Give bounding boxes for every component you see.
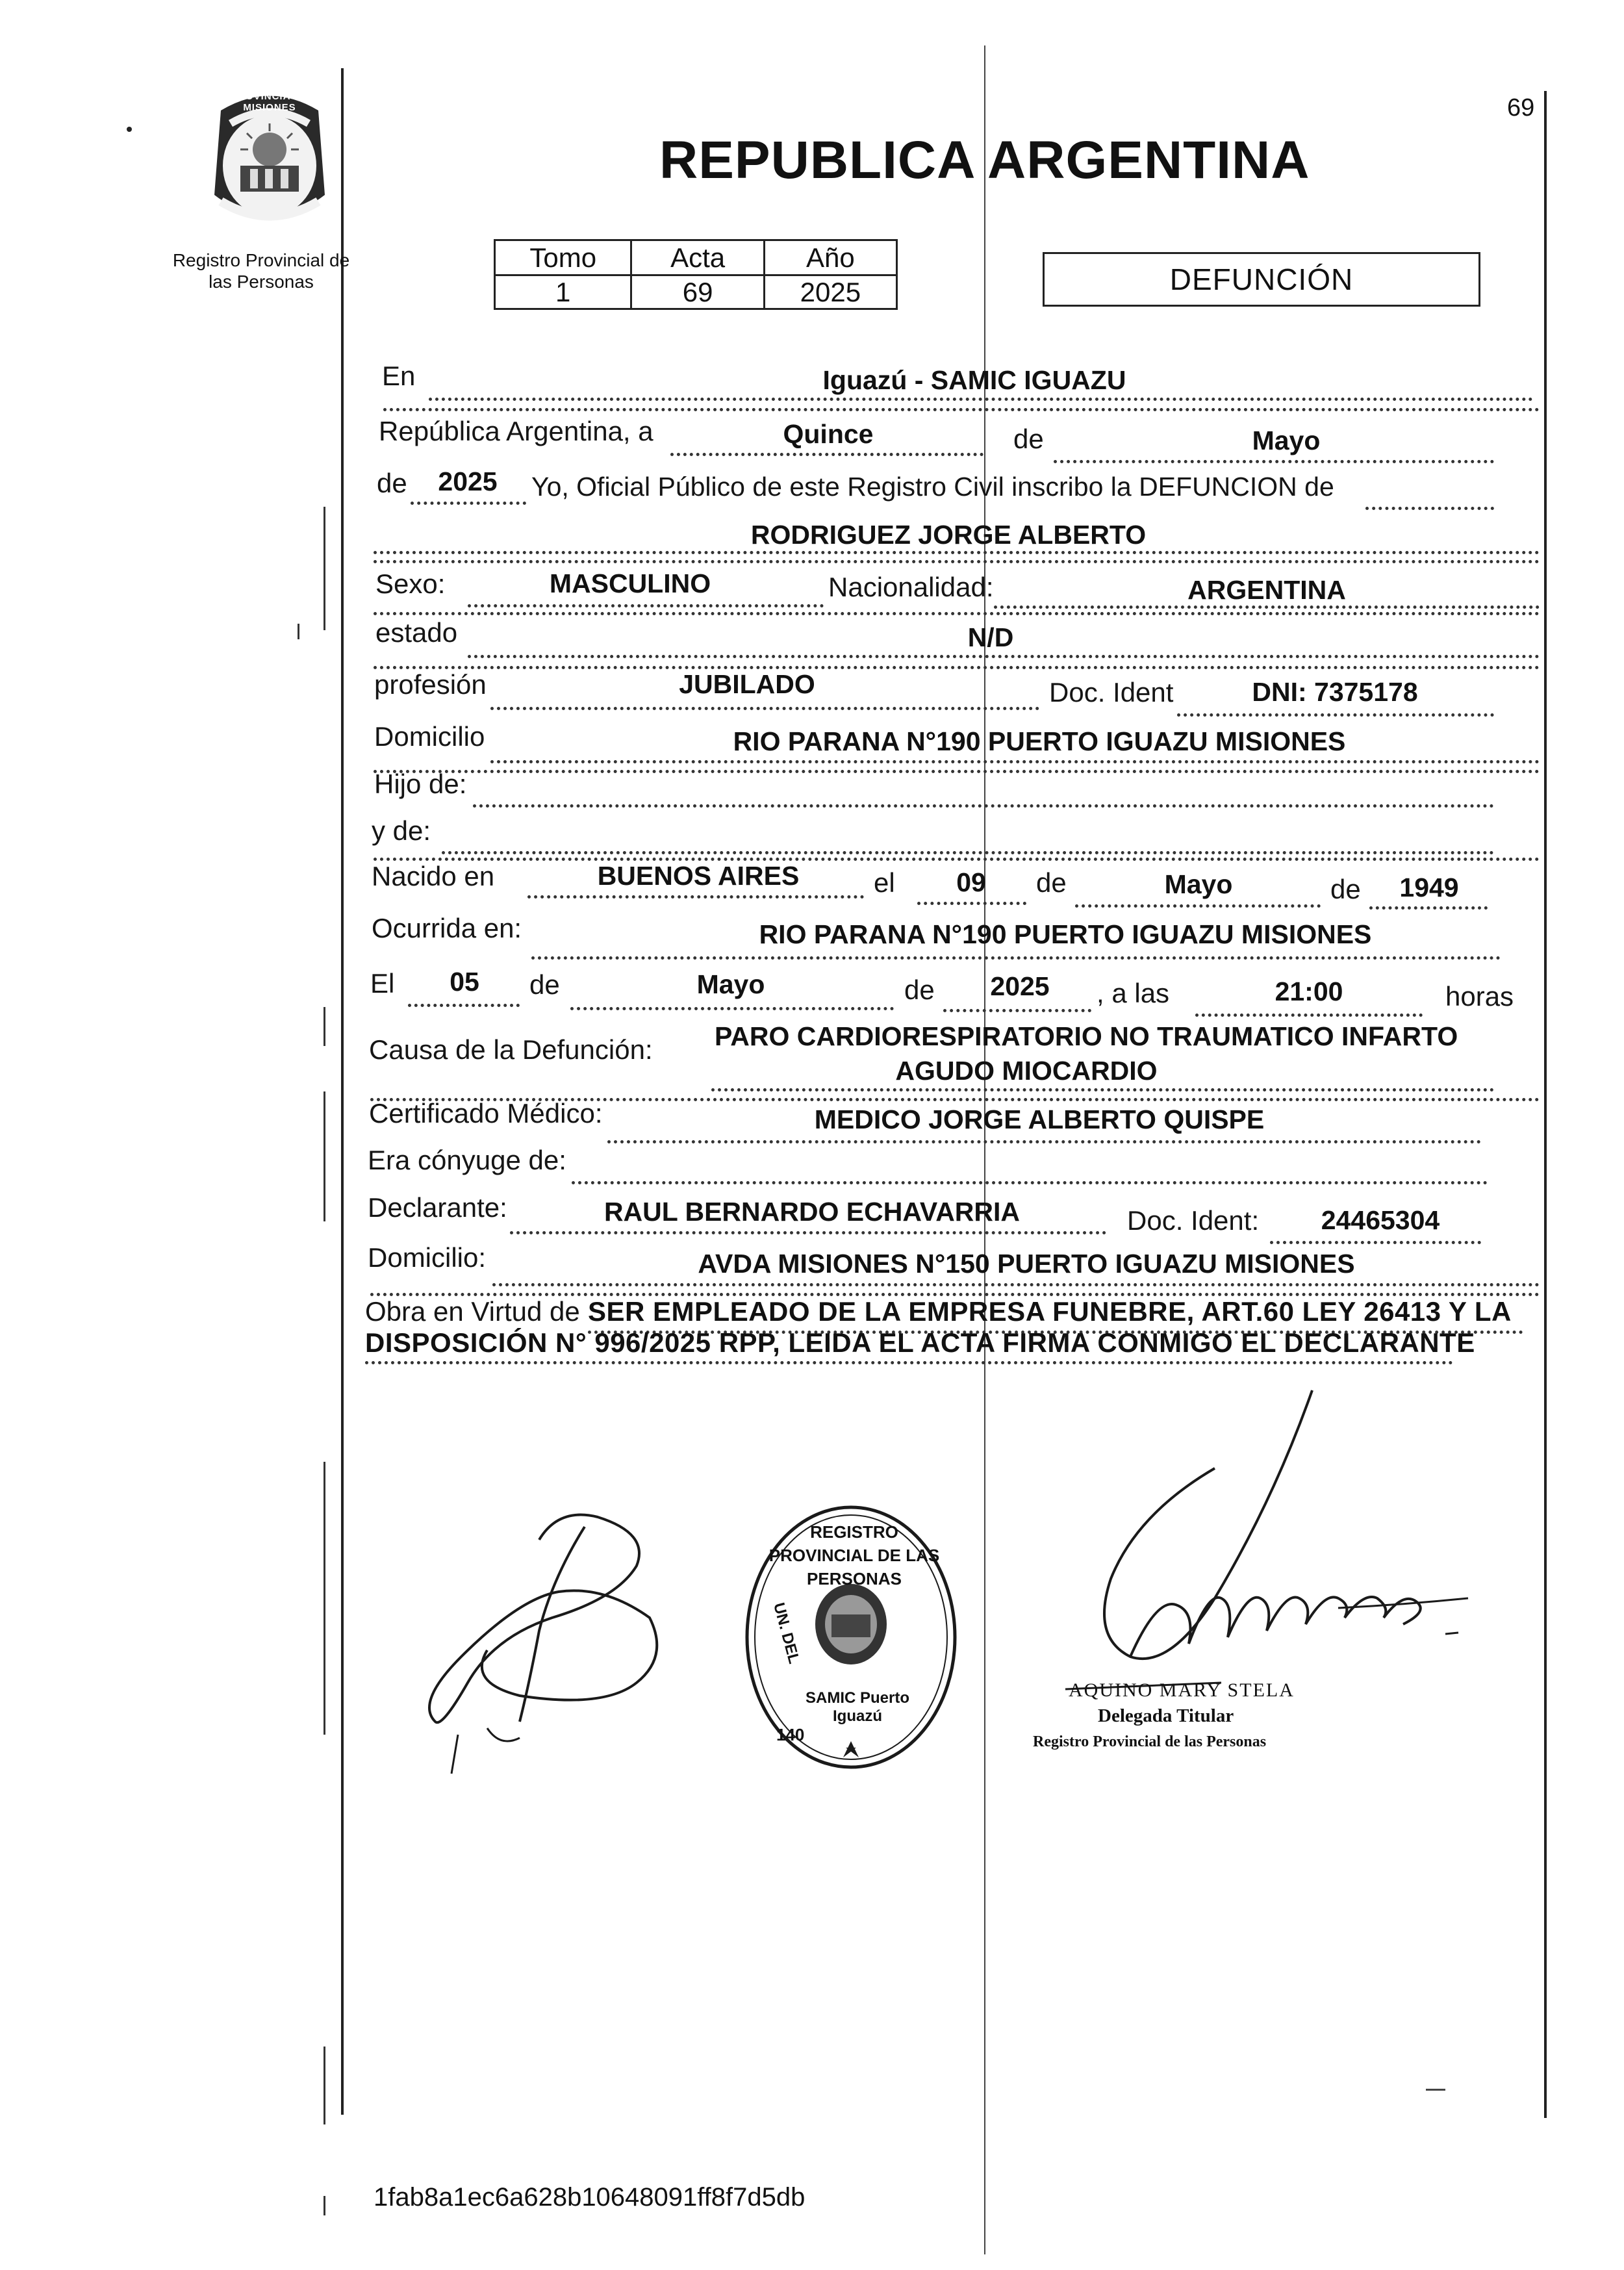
- declarante-domicilio-value: AVDA MISIONES N°150 PUERTO IGUAZU MISIONES: [698, 1249, 1355, 1279]
- row-sep: [374, 612, 1540, 615]
- hijo-label: Hijo de:: [374, 769, 467, 799]
- certificado-line: [607, 1140, 1481, 1143]
- def-dia-line: [408, 1004, 520, 1007]
- doc-ident-line: [1177, 713, 1494, 717]
- declarante-label: Declarante:: [368, 1192, 507, 1223]
- def-anio-line: [943, 1009, 1091, 1012]
- table-header-tomo: Tomo: [495, 240, 631, 275]
- margin-tick: [298, 624, 299, 639]
- profesion-line: [490, 707, 1039, 710]
- official-tail-line: [1365, 507, 1494, 510]
- margin-tick: [324, 1007, 325, 1046]
- hijo-line: [473, 804, 1494, 808]
- year-line: [411, 502, 526, 505]
- registry-line-1: Registro Provincial de: [172, 250, 350, 270]
- def-mes-line: [570, 1007, 894, 1010]
- sexo-value: MASCULINO: [549, 568, 711, 598]
- nacionalidad-value: ARGENTINA: [1187, 575, 1346, 605]
- official-name: AQUINO MARY STELA: [1069, 1679, 1295, 1701]
- nac-dia-value: 09: [956, 867, 986, 897]
- domicilio2-line: [492, 1283, 1540, 1286]
- ocurrida-line: [531, 956, 1501, 960]
- profesion-label: profesión: [374, 669, 487, 700]
- def-anio-value: 2025: [990, 971, 1050, 1001]
- row-sep: [383, 408, 1540, 411]
- ocurrida-value: RIO PARANA N°190 PUERTO IGUAZU MISIONES: [759, 919, 1372, 949]
- row-sep: [374, 770, 1540, 773]
- sexo-line: [468, 604, 824, 607]
- doc-type-box: [1043, 252, 1480, 307]
- de-label: de: [1013, 424, 1044, 454]
- row-sep: [374, 858, 1540, 861]
- doc-ident2-label: Doc. Ident:: [1127, 1205, 1260, 1236]
- year-value: 2025: [438, 466, 498, 496]
- def-de2-label: de: [904, 975, 935, 1005]
- obra-line2-rule: [365, 1361, 1453, 1364]
- table-header-acta: Acta: [631, 240, 764, 275]
- table-value-tomo: 1: [495, 275, 631, 309]
- margin-tick: [324, 2196, 325, 2215]
- row-sep: [374, 560, 1540, 563]
- conyuge-line: [572, 1181, 1488, 1184]
- page-number: 69: [1507, 94, 1535, 121]
- right-margin-rule: [1544, 91, 1547, 2118]
- domicilio-value: RIO PARANA N°190 PUERTO IGUAZU MISIONES: [733, 726, 1346, 756]
- domicilio2-label: Domicilio:: [368, 1242, 487, 1273]
- nac-dia-line: [917, 902, 1026, 905]
- stamp-ring-text: REGISTRO PROVINCIAL DE LAS PERSONAS: [768, 1522, 940, 1588]
- declarante-signature-icon: [390, 1488, 689, 1793]
- table-value-anio: 2025: [764, 275, 896, 309]
- domicilio-line: [490, 760, 1540, 763]
- nacido-el-label: el: [874, 867, 895, 898]
- hora-line: [1195, 1014, 1423, 1017]
- deceased-line: [374, 551, 1540, 554]
- official-text: Yo, Oficial Público de este Registro Civil inscribo la DEFUNCION de: [531, 472, 1334, 502]
- document-hash: 1fab8a1ec6a628b10648091ff8f7d5db: [374, 2183, 806, 2212]
- yde-line: [442, 851, 1494, 854]
- declarante-doc-value: 24465304: [1321, 1205, 1440, 1235]
- yde-label: y de:: [372, 815, 431, 846]
- place-value: Iguazú - SAMIC IGUAZU: [822, 365, 1126, 395]
- table-value-acta: 69: [631, 275, 764, 309]
- obra-line2-value: DISPOSICIÓN N° 996/2025 RPP, LEIDA EL ACTA FIRMA CONMIGO EL DECLARANTE: [365, 1327, 1475, 1358]
- doc-ident-value: DNI: 7375178: [1252, 677, 1418, 707]
- nacido-label: Nacido en: [372, 861, 495, 891]
- hora-value: 21:00: [1275, 976, 1343, 1006]
- day-line: [670, 453, 983, 456]
- estado-label: estado: [375, 617, 458, 648]
- seal-text: PROVINCIA DE MISIONES: [231, 91, 309, 113]
- def-dia-value: 05: [450, 967, 479, 997]
- stamp-side-text: UN. DEL: [770, 1601, 803, 1666]
- republic-label: República Argentina, a: [379, 416, 653, 446]
- sexo-label: Sexo:: [375, 568, 446, 599]
- doc-type-label: DEFUNCIÓN: [1169, 262, 1354, 296]
- en-line: [429, 398, 1533, 401]
- obra-line1-value: SER EMPLEADO DE LA EMPRESA FUNEBRE, ART.60 LEY 26413 Y LA: [588, 1296, 1512, 1327]
- stray-mark: [127, 127, 132, 132]
- causa-label: Causa de la Defunción:: [369, 1034, 653, 1065]
- registry-line-2: las Personas: [209, 272, 314, 292]
- nac-anio-value: 1949: [1399, 873, 1459, 902]
- margin-tick: [324, 2047, 325, 2124]
- margin-tick: [324, 507, 325, 630]
- ocurrida-label: Ocurrida en:: [372, 913, 522, 943]
- table-header-anio: Año: [764, 240, 896, 275]
- nac-de2-label: de: [1330, 874, 1361, 904]
- margin-tick: [324, 1091, 325, 1221]
- record-table: [494, 239, 898, 310]
- certificado-value: MEDICO JORGE ALBERTO QUISPE: [814, 1104, 1265, 1134]
- nac-de-label: de: [1036, 867, 1067, 898]
- month-line: [1054, 460, 1494, 463]
- horas-label: horas: [1445, 981, 1514, 1012]
- causa-line1-value: PARO CARDIORESPIRATORIO NO TRAUMATICO INFARTO: [715, 1021, 1458, 1051]
- nacionalidad-line: [994, 606, 1540, 609]
- month-value: Mayo: [1252, 426, 1321, 455]
- nacido-line: [527, 895, 864, 899]
- nac-mes-line: [1075, 904, 1321, 908]
- left-margin-rule: [341, 68, 344, 2115]
- nac-mes-value: Mayo: [1164, 869, 1233, 899]
- estado-value: N/D: [967, 622, 1014, 652]
- causa-line: [711, 1088, 1494, 1091]
- causa-line2-value: AGUDO MIOCARDIO: [895, 1056, 1158, 1086]
- def-el-label: El: [370, 968, 395, 999]
- row-sep: [374, 666, 1540, 669]
- deceased-value: RODRIGUEZ JORGE ALBERTO: [750, 520, 1147, 550]
- stray-mark: [1426, 2089, 1445, 2091]
- domicilio-label: Domicilio: [374, 721, 485, 752]
- profesion-value: JUBILADO: [679, 669, 815, 699]
- stamp-code: 140: [776, 1725, 805, 1744]
- conyuge-label: Era cónyuge de:: [368, 1145, 566, 1175]
- official-title: Delegada Titular: [1098, 1705, 1234, 1726]
- official-org: Registro Provincial de las Personas: [1033, 1733, 1267, 1750]
- de-year-label: de: [377, 468, 407, 498]
- day-word-value: Quince: [783, 419, 874, 449]
- declarante-value: RAUL BERNARDO ECHAVARRIA: [603, 1197, 1021, 1227]
- nac-anio-line: [1369, 906, 1488, 910]
- estado-line: [468, 655, 1540, 658]
- doc-ident-label: Doc. Ident: [1049, 677, 1174, 708]
- def-de-label: de: [529, 969, 560, 1000]
- nacido-lugar-value: BUENOS AIRES: [597, 861, 800, 891]
- a-las-label: , a las: [1097, 978, 1170, 1008]
- en-label: En: [382, 361, 416, 391]
- certificado-label: Certificado Médico:: [369, 1098, 603, 1129]
- declarante-doc-line: [1270, 1241, 1481, 1244]
- page-title: REPUBLICA ARGENTINA: [659, 131, 1310, 190]
- stamp-lower-text: SAMIC Puerto Iguazú: [805, 1689, 909, 1725]
- margin-tick: [324, 1462, 325, 1735]
- obra-label: Obra en Virtud de: [365, 1296, 580, 1327]
- def-mes-value: Mayo: [696, 969, 765, 999]
- nacionalidad-label: Nacionalidad:: [828, 572, 994, 602]
- declarante-line: [510, 1231, 1106, 1234]
